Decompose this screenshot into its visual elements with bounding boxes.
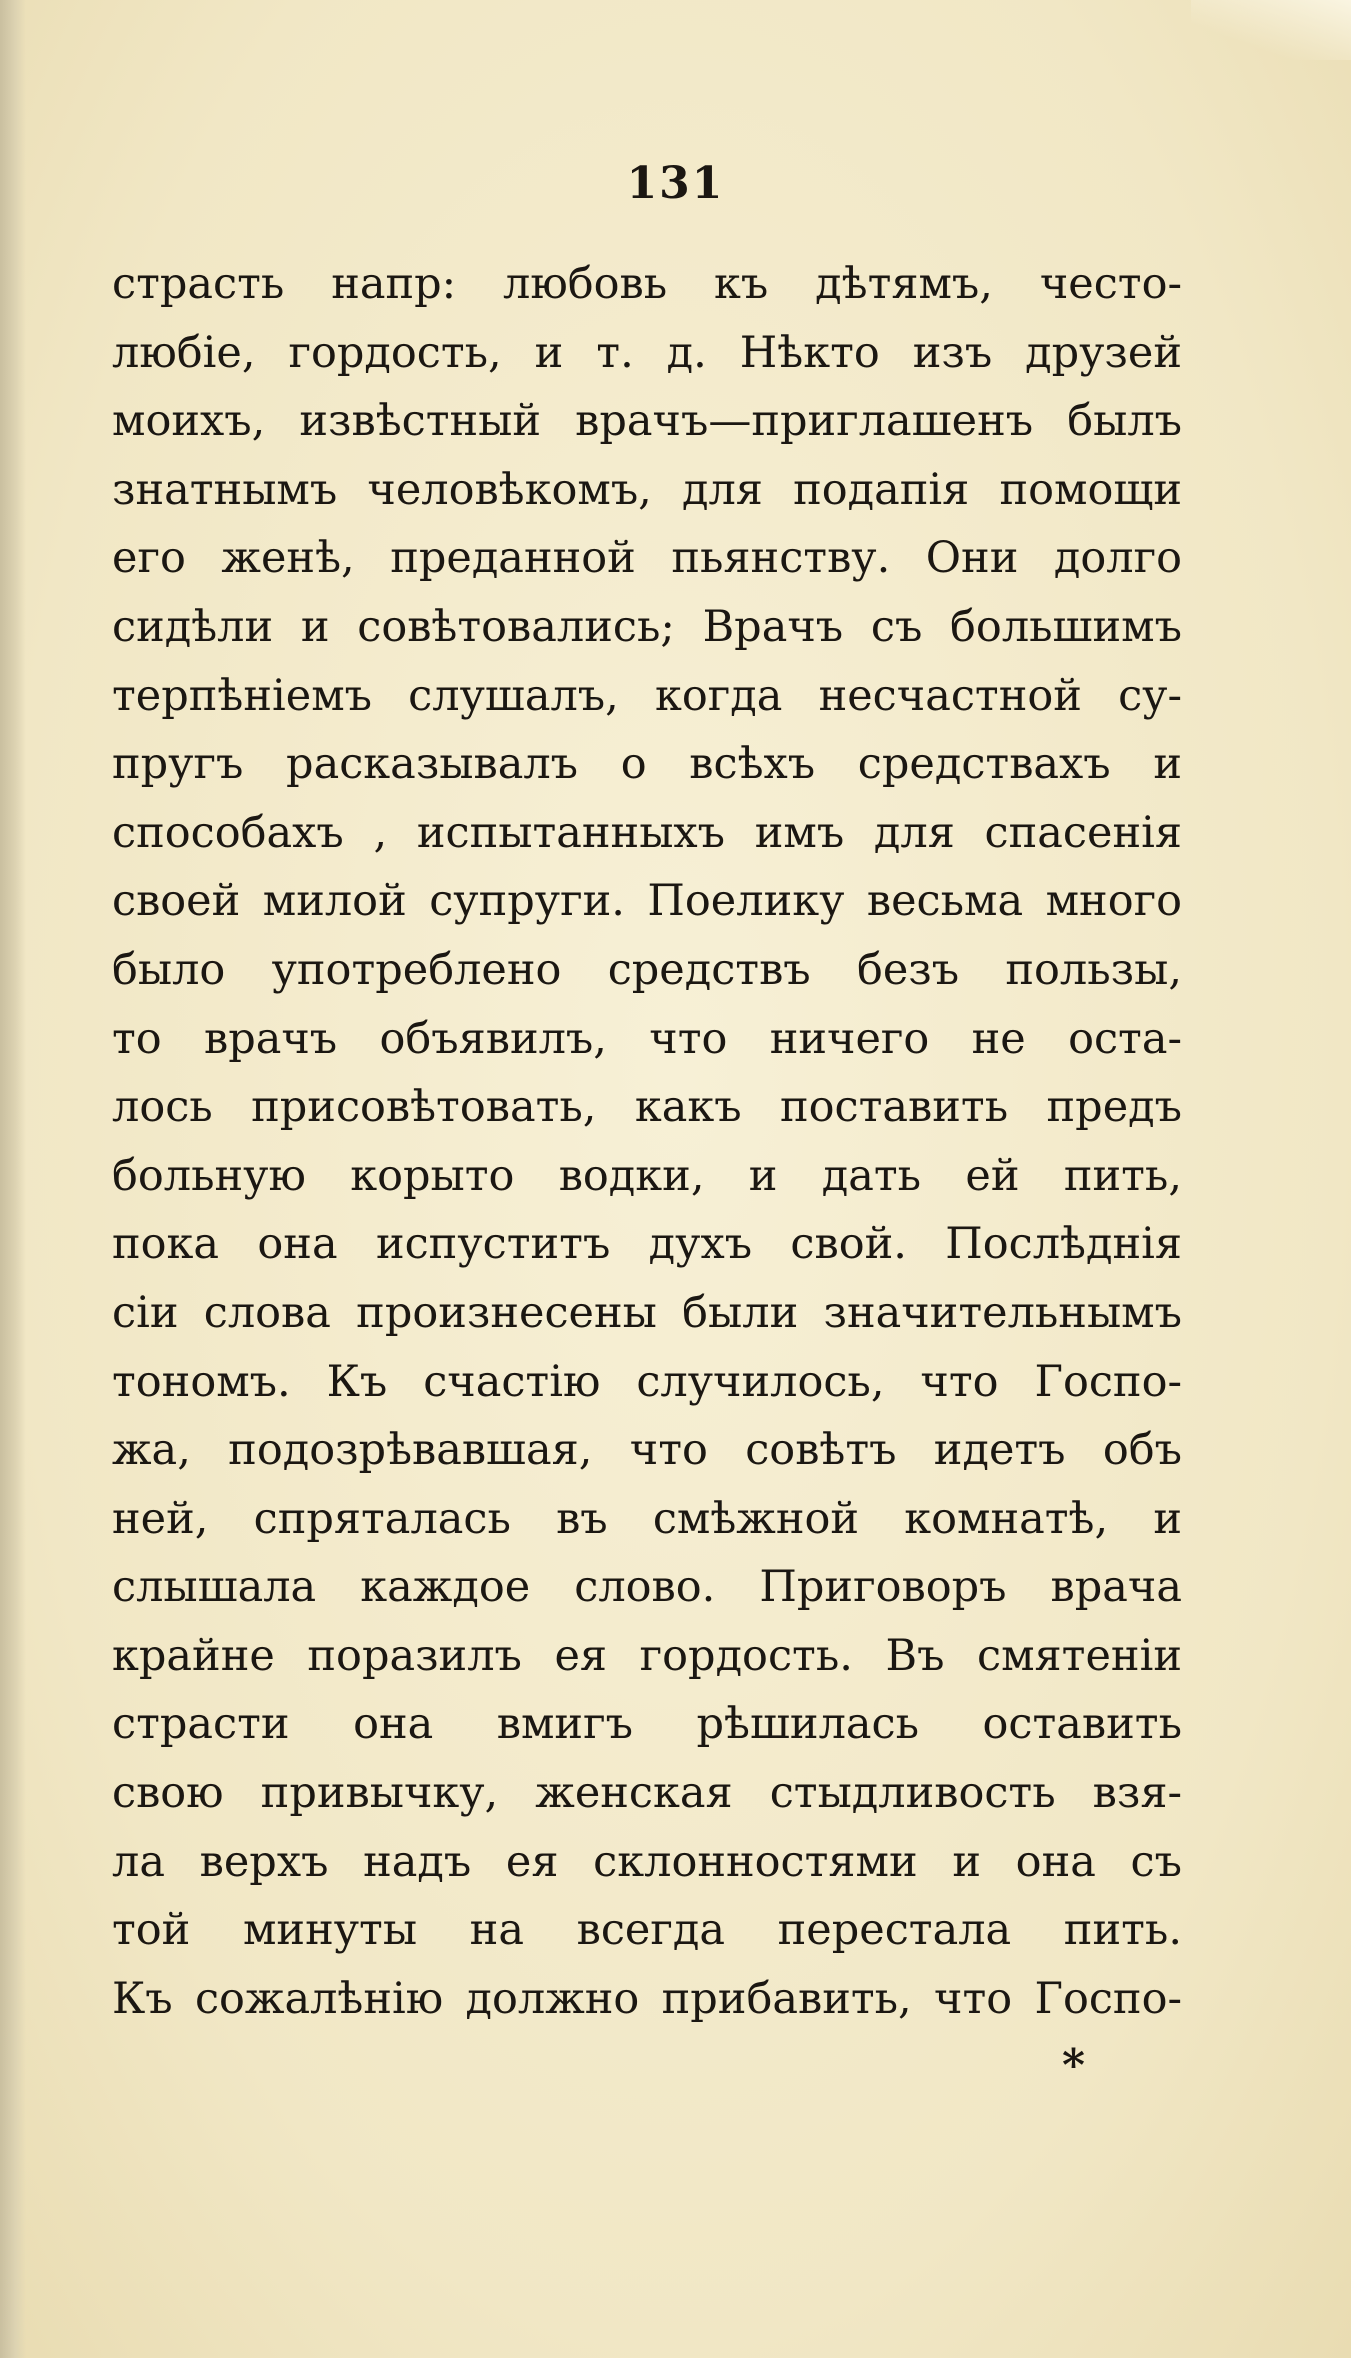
text-line: пока она испуститъ духъ свой. Послѣднія: [112, 1219, 1182, 1270]
text-line: страсть напр: любовь къ дѣтямъ, често-: [112, 259, 1182, 309]
text-line: было употреблено средствъ безъ пользы,: [112, 944, 1182, 995]
text-line: моихъ, извѣстный врачъ—приглашенъ былъ: [112, 396, 1182, 447]
text-line: жа, подозрѣвавшая, что совѣтъ идетъ объ: [112, 1425, 1182, 1476]
text-line: лось присовѣтовать, какъ поставить предъ: [112, 1082, 1182, 1133]
page-number: 131: [626, 158, 725, 209]
text-line: любіе, гордость, и т. д. Нѣкто изъ друзей: [112, 327, 1182, 378]
body-text: [112, 250, 1182, 2033]
page-corner-highlight: [1191, 0, 1351, 60]
text-line: сіи слова произнесены были значительнымъ: [112, 1287, 1182, 1338]
text-line: слышала каждое слово. Приговоръ врача: [112, 1562, 1182, 1613]
text-line: его женѣ, преданной пьянству. Они долго: [112, 533, 1182, 584]
text-line: Къ сожалѣнію должно прибавить, что Госпо-: [112, 1973, 1182, 2024]
text-line: крайне поразилъ ея гордость. Въ смятеніи: [112, 1630, 1182, 1681]
text-line: пругъ расказывалъ о всѣхъ средствахъ и: [112, 739, 1182, 790]
text-line: терпѣніемъ слушалъ, когда несчастной су-: [112, 670, 1182, 721]
text-line: тономъ. Къ счастію случилось, что Госпо-: [112, 1356, 1182, 1407]
text-line: знатнымъ человѣкомъ, для подапія помощи: [112, 464, 1182, 515]
text-line: своей милой супруги. Поелику весьма много: [112, 876, 1182, 927]
text-line: способахъ , испытанныхъ имъ для спасенія: [112, 807, 1182, 858]
text-line: больную корыто водки, и дать ей пить,: [112, 1150, 1182, 1201]
text-line: той минуты на всегда перестала пить.: [112, 1905, 1182, 1956]
text-line: ней, спряталась въ смѣжной комнатѣ, и: [112, 1493, 1182, 1544]
text-line: сидѣли и совѣтовались; Врачъ съ большимъ: [112, 601, 1182, 652]
text-line: ла верхъ надъ ея склонностями и она съ: [112, 1836, 1182, 1887]
signature-mark: *: [1062, 2040, 1086, 2091]
text-line: то врачъ объявилъ, что ничего не оста-: [112, 1013, 1182, 1064]
page-binding-edge: [0, 0, 26, 2358]
text-line: страсти она вмигъ рѣшилась оставить: [112, 1699, 1182, 1750]
text-line: свою привычку, женская стыдливость взя-: [112, 1768, 1182, 1819]
